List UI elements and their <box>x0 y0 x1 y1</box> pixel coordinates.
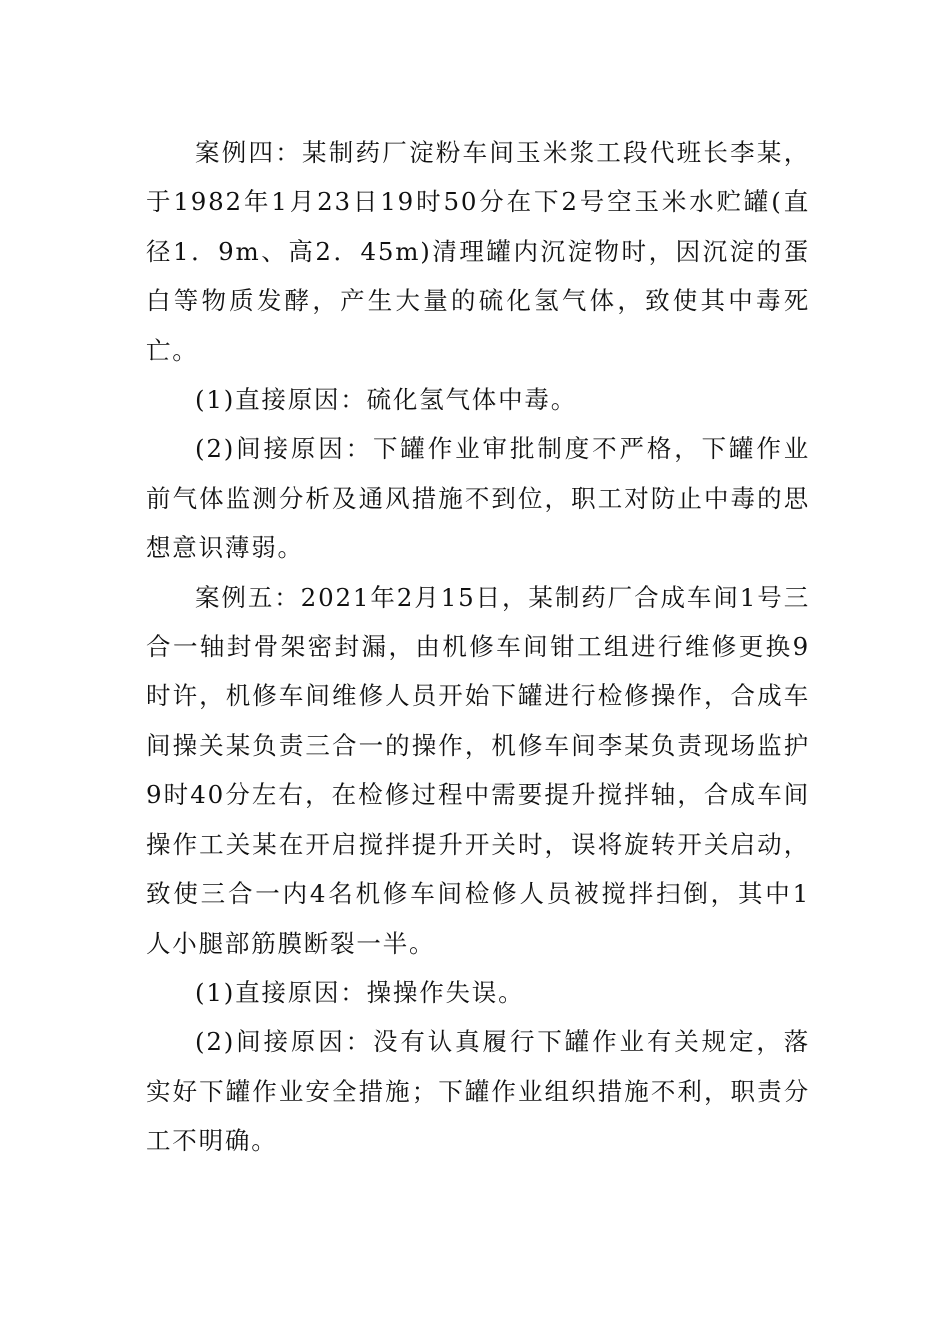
case-five-direct-cause: (1)直接原因：操操作失误。 <box>195 977 525 1007</box>
case-four-indirect-cause: (2)间接原因：下罐作业审批制度不严格，下罐作业前气体监测分析及通风措施不到位，职工对防止中毒的思想意识薄弱。 <box>146 434 810 563</box>
case-five-indirect-cause: (2)间接原因：没有认真履行下罐作业有关规定，落实好下罐作业安全措施；下罐作业组织措施不利，职责分工不明确。 <box>146 1027 810 1156</box>
document-body <box>146 128 810 1166</box>
case-four-direct-cause: (1)直接原因：硫化氢气体中毒。 <box>195 385 578 415</box>
case-five-paragraph: 案例五：2021年2月15日，某制药厂合成车间1号三合一轴封骨架密封漏，由机修车间钳工组进行维修更换9时许，机修车间维修人员开始下罐进行检修操作，合成车间操关某负责三合一的操作，机修车间李某负责现场监护9时40分左右，在检修过程中需要提升搅拌轴，合成车间操作工关某在开启搅拌提升开关时，误将旋转开关启动，致使三合一内4名机修车间检修人员被搅拌扫倒，其中1人小腿部筋膜断裂一半。 <box>146 582 810 958</box>
case-four-paragraph: 案例四：某制药厂淀粉车间玉米浆工段代班长李某，于1982年1月23日19时50分在下2号空玉米水贮罐(直径1．9m、高2．45m)清理罐内沉淀物时，因沉淀的蛋白等物质发酵，产生大量的硫化氢气体，致使其中毒死亡。 <box>146 138 810 365</box>
